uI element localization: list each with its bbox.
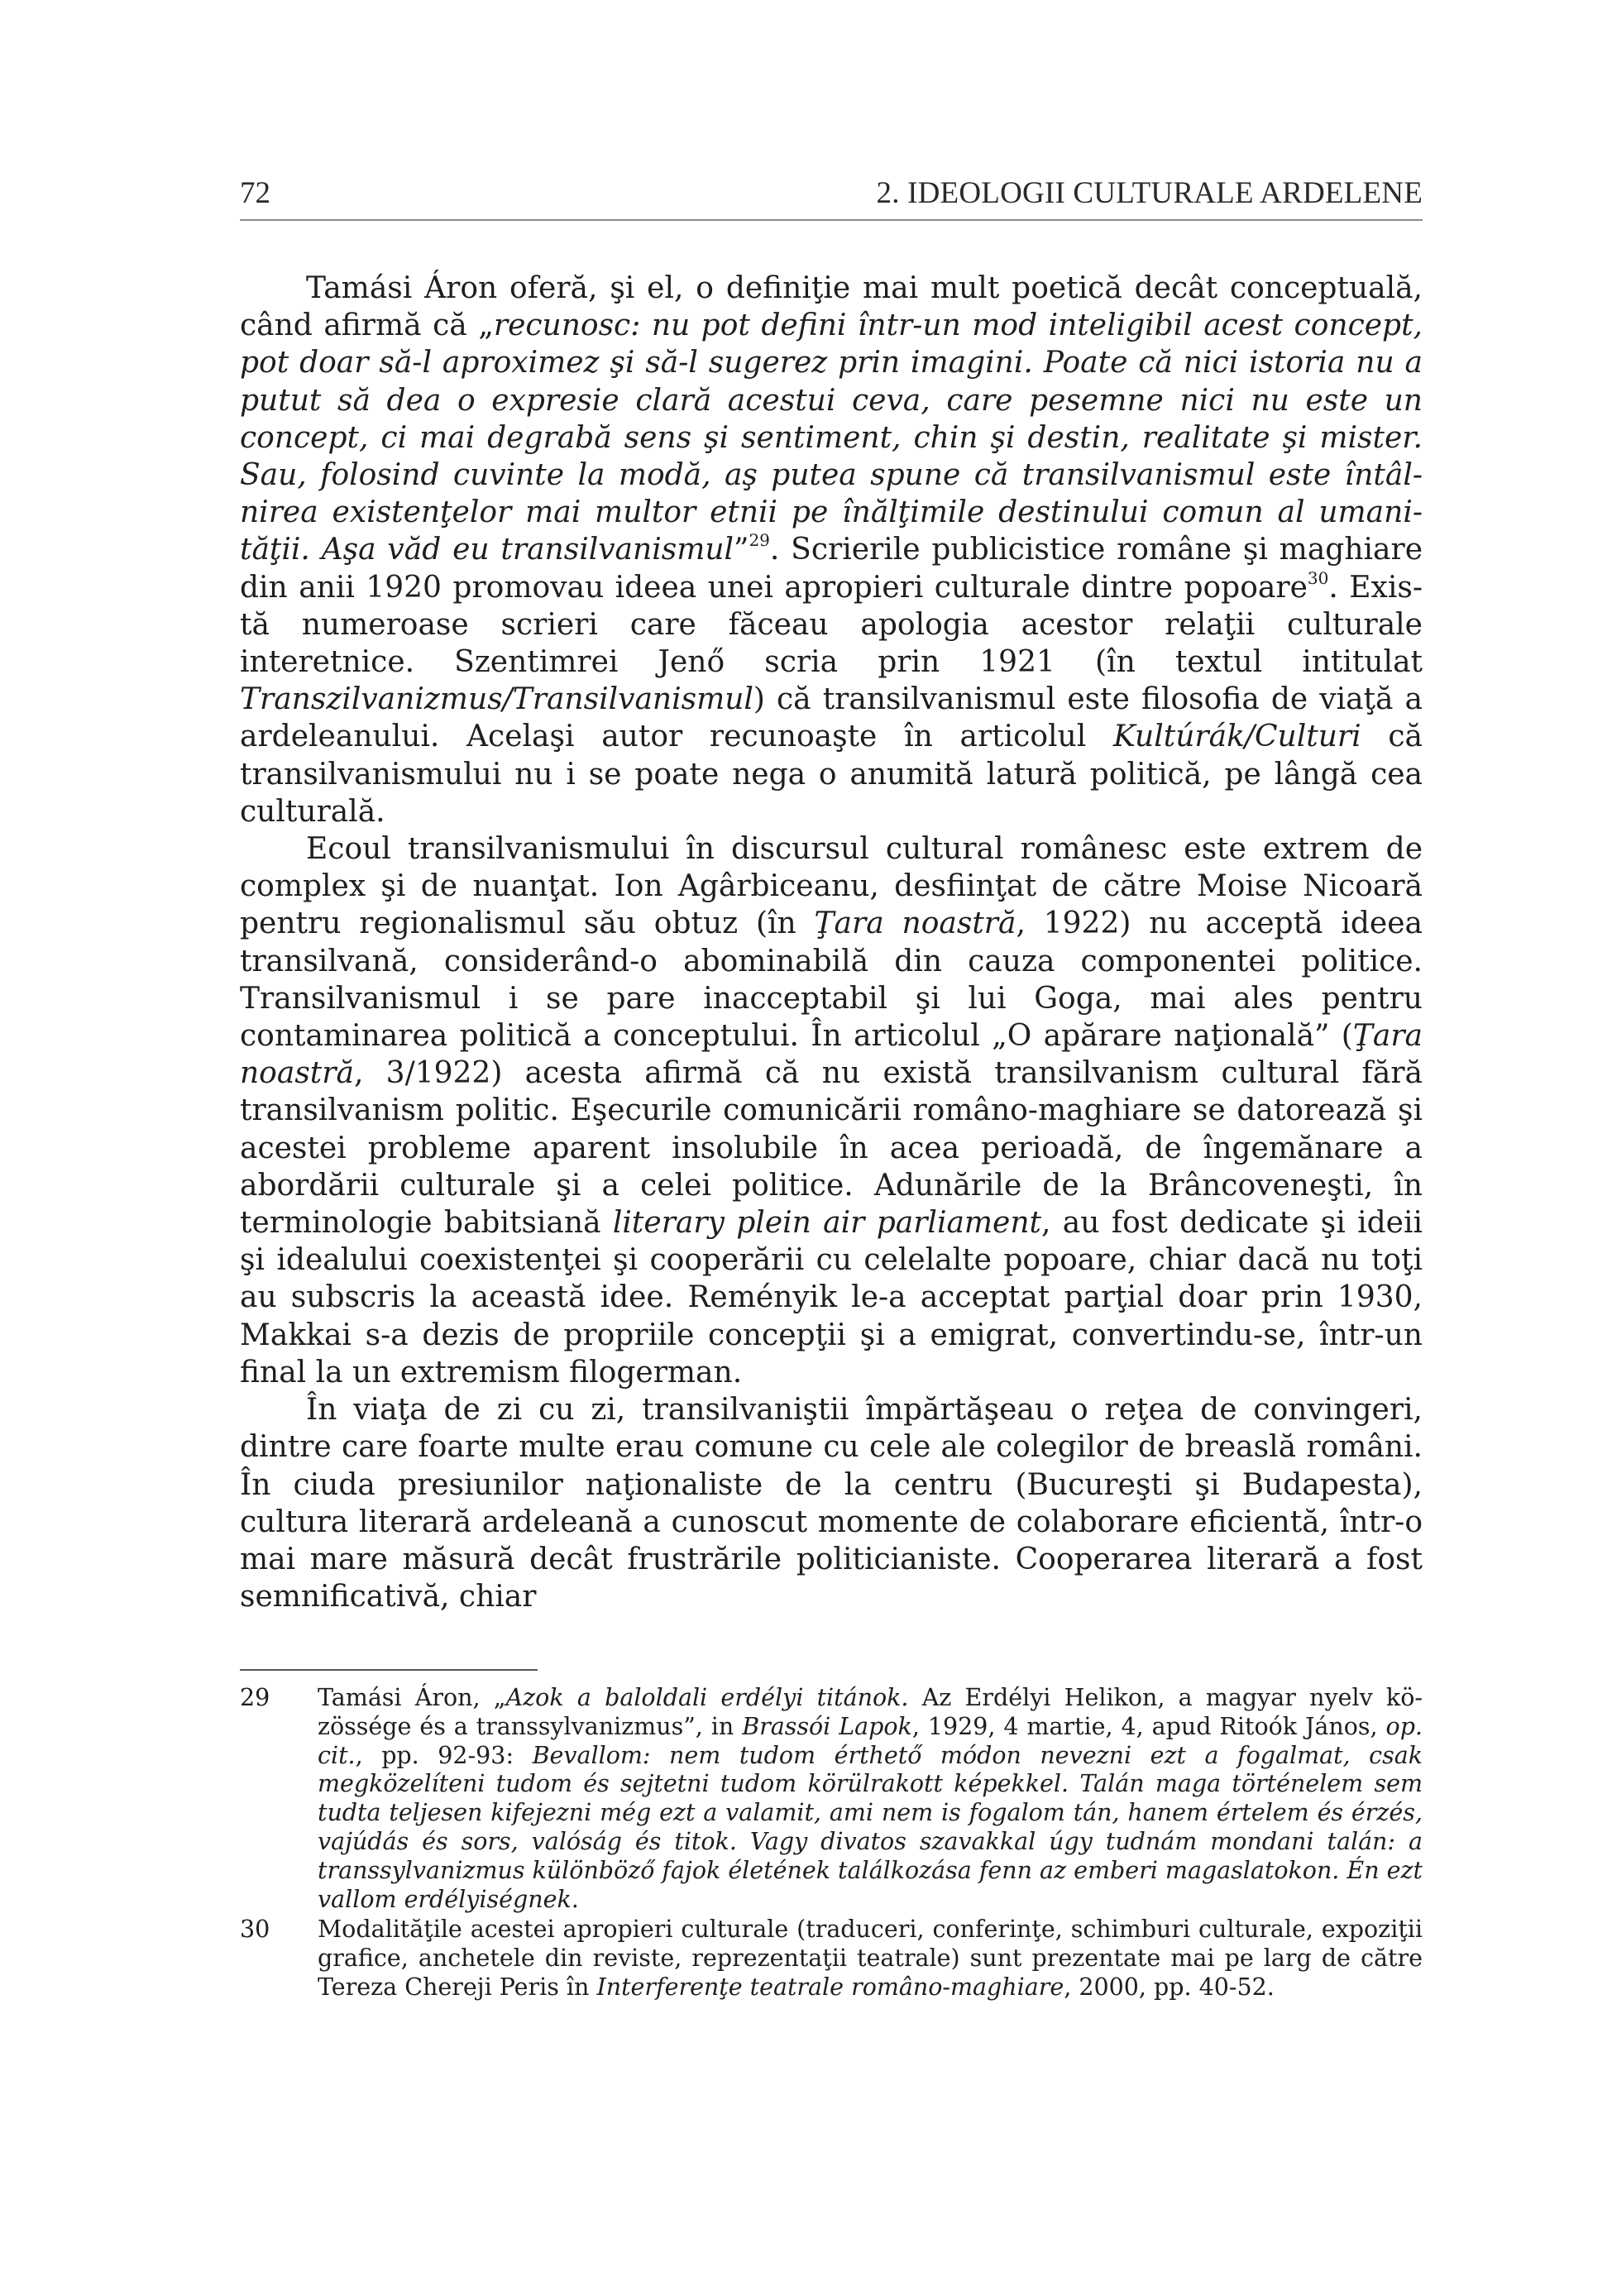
text-run: că transilvanismului nu i se poate nega o anumită latură politică, pe lângă cea culturală.: [240, 720, 1423, 829]
paragraph-2: [240, 830, 1423, 1391]
paragraph-3: [240, 1391, 1423, 1615]
text-run: , 2000, pp. 40-52.: [1064, 1973, 1275, 2001]
text-run: , 1929, 4 martie, 4, apud Ritoók János,: [911, 1712, 1386, 1740]
text-run: Tamási Áron, „: [318, 1684, 506, 1711]
running-header: [240, 175, 1423, 221]
text-run: Ecoul transilvanismului în discursul cultural românesc este extrem de complex şi de nuanţat. Ion Agârbiceanu, desfiinţat de către Moise Nicoară pentru regionalismul său obtuz (în: [240, 832, 1423, 941]
text-run: ) că transilvanismul este filosofia de viaţă a ardeleanului. Acelaşi autor recunoaşte în articolul: [240, 682, 1423, 754]
footnote-text: [318, 1684, 1423, 1914]
footnote-29: [240, 1684, 1423, 1914]
text-run: ”: [734, 533, 749, 567]
italic-quote: recunosc: nu pot defini într-un mod inteligibil acest concept, pot doar să-l aproximez şi să-l sugerez prin imagini. Poate că nici istoria nu a putut să dea o expresie clară acestui ceva, care pesemne nici nu este un concept, ci mai degrabă sens şi sentiment, chin şi destin, realitate şi mister. Sau, folosind cuvinte la modă, aş putea spune că transilvanismul este întâlnirea existenţelor mai multor etnii pe înălţimile destinului comun al umanităţii. Aşa văd eu transilvanismul: [240, 309, 1423, 567]
text-run: În viaţa de zi cu zi, transilvaniştii împărtăşeau o reţea de convingeri, dintre care foarte multe erau comune cu cele ale colegilor de breaslă români. În ciuda presiunilor naţionaliste de la centru (Bucureşti şi Budapesta), cultura literară ardeleană a cunoscut momente de colaborare eficientă, într-o mai mare măsură decât frustrările politicianiste. Cooperarea literară a fost semnificativă, chiar: [240, 1393, 1423, 1614]
footnote-text: [318, 1916, 1423, 2002]
paragraph-1: [240, 270, 1423, 830]
text-run: , au fost dedicate şi ideii şi idealului coexistenţei şi cooperării cu celelalte popoare, chiar dacă nu toţi au subscris la această idee. Reményik le-a acceptat parţial doar prin 1930, Makkai s-a dezis de propriile concepţii şi a emigrat, convertindu-se, într-un final la un extremism filogerman.: [240, 1206, 1423, 1390]
text-run: . Există numeroase scrieri care făceau apologia acestor relaţii culturale interetnice. Szentimrei Jenő scria prin 1921 (în textul intitulat: [240, 570, 1423, 680]
text-run: . Scrierile publicistice române şi maghiare din anii 1920 promovau ideea unei apropieri culturale dintre popoare: [240, 533, 1423, 605]
text-run: , 3/1922) acesta afirmă că nu există transilvanism cultural fără transilvanism politic. Eşecurile comunicării româno-maghiare se datorează şi acestei probleme aparent insolubile în acea perioadă, de îngemănare a abordării culturale şi a celei politice. Adunările de la Brâncoveneşti, în terminologie babitsiană: [240, 1056, 1423, 1241]
text-run: , 1922) nu acceptă ideea transilvană, considerând-o abominabilă din cauza componentei politice. Transilvanismul i se pare inacceptabil şi lui Goga, mai ales pentru contaminarea politică a conceptului. În articolul „O apărare naţională” (: [240, 906, 1423, 1054]
footnote-number: 29: [240, 1684, 270, 1711]
italic-title: Interferenţe teatrale româno-maghiare: [596, 1973, 1064, 2001]
text-run: Tamási Áron oferă, şi el, o definiţie mai mult poetică decât conceptuală, când afirmă că „: [240, 271, 1423, 343]
italic-title: Kultúrák/Culturi: [1112, 720, 1361, 754]
footnote-ref-29[interactable]: 29: [749, 530, 770, 551]
text-run: , pp. 92-93:: [355, 1741, 533, 1769]
text-run: .: [571, 1885, 579, 1913]
footnote-separator: [240, 1669, 538, 1671]
footnote-ref-30[interactable]: 30: [1307, 567, 1329, 588]
italic-title: Ţara noastră: [240, 1019, 1423, 1091]
italic-title: Azok a baloldali erdélyi titánok.: [505, 1684, 909, 1711]
italic-title: Brassói Lapok: [742, 1712, 912, 1740]
italic-title: Transzilvanizmus/Transilvanismul: [240, 682, 753, 717]
page-number: 72: [240, 176, 270, 210]
text-run: Az Erdélyi Helikon, a magyar nyelv közössége és a transsylvanizmus”, in: [318, 1684, 1423, 1740]
footnote-30: [240, 1916, 1423, 2002]
italic-abbrev: op. cit.: [318, 1712, 1423, 1769]
footnotes: [240, 1684, 1423, 2004]
chapter-title: 2. IDEOLOGII CULTURALE ARDELENE: [876, 176, 1423, 210]
italic-phrase: literary plein air parliament: [612, 1206, 1042, 1241]
italic-quote: Bevallom: nem tudom érthető módon nevezni ezt a fogalmat, csak megközelíteni tudom és sejtetni tudom körülrakott képekkel. Talán maga történelem sem tudta teljesen kifejezni még ezt a valamit, ami nem is fogalom tán, hanem értelem és érzés, vajúdás és sors, valóság és titok. Vagy divatos szavakkal úgy tudnám mondani talán: a transsylvanizmus különböző fajok életének találkozása fenn az emberi magaslatokon. Én ezt vallom erdélyiségnek: [318, 1741, 1423, 1913]
body-text: [240, 270, 1423, 1615]
text-run: Modalităţile acestei apropieri culturale (traduceri, conferinţe, schimburi culturale, expoziţii grafice, anchetele din reviste, reprezentaţii teatrale) sunt prezentate mai pe larg de către Tereza Chereji Peris în: [318, 1916, 1423, 2001]
footnote-number: 30: [240, 1916, 270, 1944]
italic-title: Ţara noastră: [814, 906, 1016, 941]
